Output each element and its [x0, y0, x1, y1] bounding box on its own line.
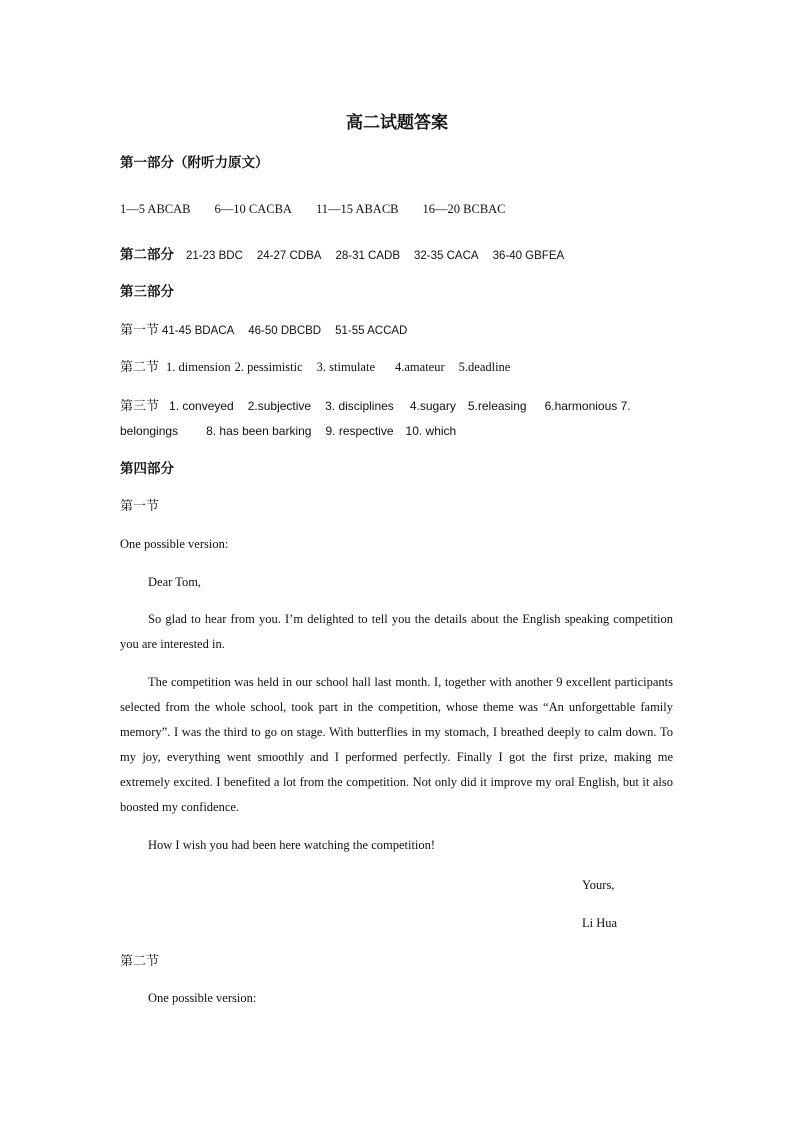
letter-signature: Li Hua [582, 916, 618, 930]
answer-item: 4.sugary [409, 399, 456, 413]
answer-item: 3. disciplines [325, 399, 394, 413]
part1-answers [120, 201, 506, 217]
answer-item: 9. respective [325, 424, 394, 438]
answer-item: 3. stimulate [316, 360, 375, 374]
letter-greeting: Dear Tom, [148, 575, 202, 589]
answer-group: 21-23 BDC [186, 250, 243, 262]
part4-heading: 第四部分 [120, 461, 174, 476]
answer-item: belongings [120, 424, 179, 438]
answer-item: 1. conveyed [169, 399, 234, 413]
answer-group: 51-55 ACCAD [335, 325, 408, 337]
answer-item: 5.releasing [467, 399, 527, 413]
version-intro: One possible version: [120, 537, 229, 551]
answer-group: 24-27 CDBA [256, 250, 322, 262]
answer-group: 16—20 BCBAC [422, 202, 506, 216]
part4-section1-label: 第一节 [120, 498, 160, 513]
letter-closing: Yours, [582, 878, 615, 892]
page-title: 高二试题答案 [346, 113, 448, 133]
part2-row [120, 247, 564, 264]
section-label: 第一节 [120, 322, 160, 337]
section-label: 第二节 [120, 359, 160, 374]
version-intro: One possible version: [148, 991, 257, 1005]
part3-section3-row2 [120, 423, 456, 439]
answer-group: 41-45 BDACA [162, 325, 235, 337]
answer-item: 2. pessimistic [234, 360, 303, 374]
answer-item: 6.harmonious 7. [544, 399, 631, 413]
part3-section1-row [120, 322, 407, 339]
answer-group: 28-31 CADB [335, 250, 401, 262]
answer-item: 2.subjective [247, 399, 312, 413]
part3-section3-row1 [120, 398, 631, 414]
answer-item: 5.deadline [458, 360, 511, 374]
answer-group: 1—5 ABCAB [120, 202, 191, 216]
letter-paragraph: How I wish you had been here watching the competition! [148, 838, 436, 852]
part4-section2-label: 第二节 [120, 953, 160, 968]
part3-heading: 第三部分 [120, 284, 174, 299]
answer-item: 8. has been barking [206, 424, 312, 438]
part3-section2-row [120, 359, 510, 375]
answer-group: 6—10 CACBA [214, 202, 292, 216]
answer-group: 11—15 ABACB [315, 202, 399, 216]
part2-heading: 第二部分 [120, 247, 174, 262]
letter-paragraph: So glad to hear from you. I’m delighted to tell you the details about the English speaking competition you are interested in. [120, 612, 673, 651]
answer-group: 32-35 CACA [414, 250, 479, 262]
part1-heading: 第一部分（附听力原文） [120, 155, 269, 170]
answer-group: 46-50 DBCBD [248, 325, 322, 337]
section-label: 第三节 [120, 398, 160, 413]
answer-item: 1. dimension [166, 360, 231, 374]
letter-paragraph: The competition was held in our school hall last month. I, together with another 9 excellent participants selected from the whole school, took part in the competition, whose theme was “An unforgettable family memory”. I was the third to go on stage. With butterflies in my stomach, I breathed deeply to calm down. To my joy, everything went smoothly and I performed perfectly. Finally I got the first prize, making me extremely excited. I benefited a lot from the competition. Not only did it improve my oral English, but it also boosted my confidence. [120, 675, 673, 814]
answer-group: 36-40 GBFEA [492, 250, 565, 262]
answer-item: 10. which [405, 424, 457, 438]
answer-item: 4.amateur [395, 360, 445, 374]
